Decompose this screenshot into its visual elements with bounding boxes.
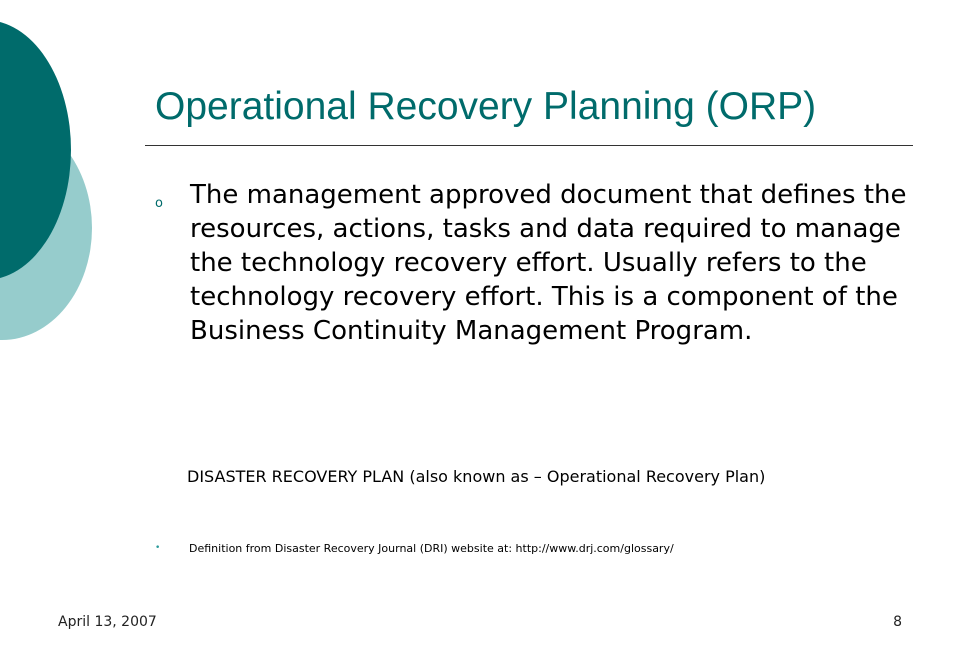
- footer-date: April 13, 2007: [58, 614, 157, 630]
- bullet-dot-icon: •: [155, 543, 161, 553]
- decorative-circles: [0, 0, 110, 360]
- source-citation: Definition from Disaster Recovery Journal (DRI) website at: http://www.drj.com/glossary/: [189, 542, 674, 555]
- bullet-circle-icon: o: [155, 196, 163, 211]
- definition-line: DISASTER RECOVERY PLAN (also known as – Operational Recovery Plan): [187, 467, 766, 486]
- title-divider: [145, 145, 913, 146]
- slide-title: Operational Recovery Planning (ORP): [155, 85, 817, 128]
- body-paragraph: The management approved document that defines the resources, actions, tasks and data required to manage the technology recovery effort. Usually refers to the technology recovery effort. This is a component of the Business Continuity Management Program.: [190, 180, 907, 346]
- page-number: 8: [893, 614, 902, 630]
